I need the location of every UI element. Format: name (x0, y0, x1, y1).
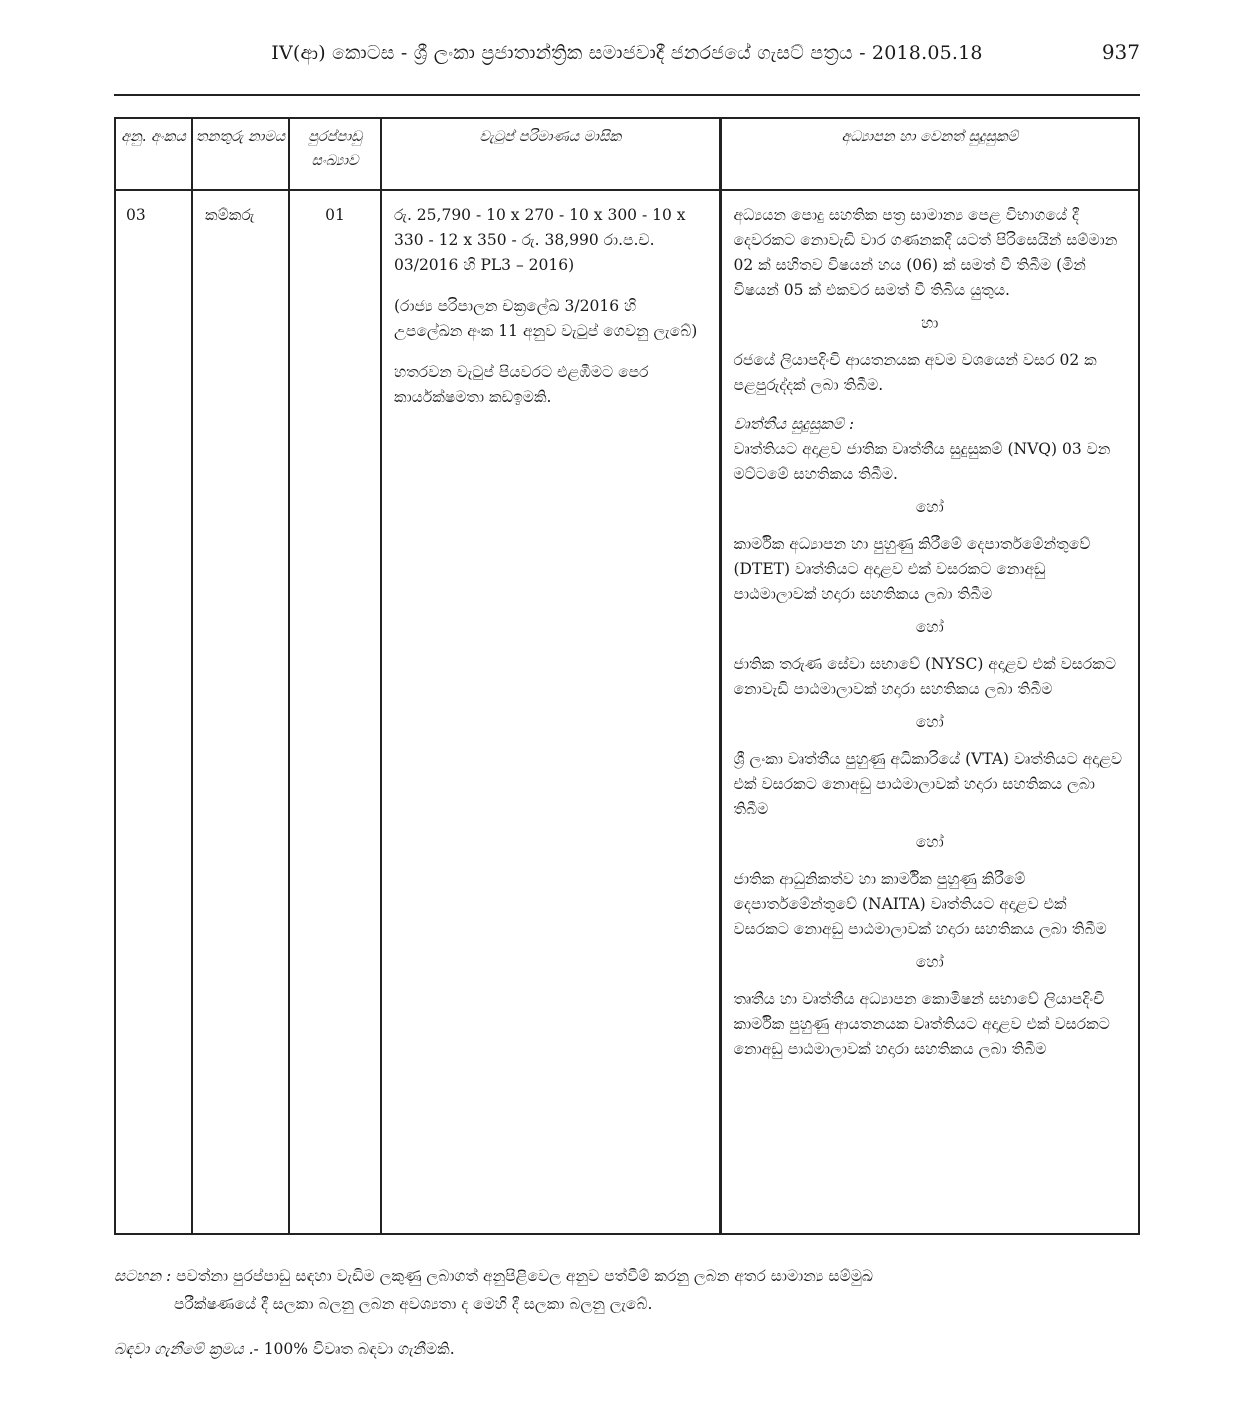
page-header (114, 36, 1140, 92)
column-header-number: අනු. අංකය (115, 118, 192, 190)
recruitment-text: 100% විවෘත බඳවා ගැනීමකි. (263, 1340, 455, 1358)
qualification-experience: රජයේ ලියාපදිංචි ආයතනයක අවම වශයෙන් වසර 02 ක පළපුරුද්දක් ලබා තිබීම. (733, 351, 1097, 394)
table-header-row (115, 118, 1139, 190)
qualification-nvq: වෘත්තියට අදාළව ජාතික වෘත්තීය සුදුසුකම් (NVQ) 03 වන මට්ටමේ සහතිකය තිබීම. (733, 440, 1111, 483)
qualification-tvec: තෘතීය හා වෘත්තීය අධ්‍යාපන කොමිෂන් සභාවේ ලියාපදිංචි කාර්මික පුහුණු ආයතනයක වෘත්තියට අදාළව එක් වසරකට නොඅඩු පාඨමාලාවක් හදාරා සහතිකය ලබා තිබීම (733, 990, 1110, 1058)
qualification-nysc: ජාතික තරුණ සේවා සභාවේ (NYSC) අදාළව එක් වසරකට නොවැඩි පාඨමාලාවක් හදාරා සහතිකය ලබා තිබීම (733, 655, 1117, 698)
cell-post (192, 190, 289, 1234)
column-header-post: තනතුරු නාමය (192, 118, 289, 190)
note-line-1 (114, 1262, 1140, 1290)
recruitment-label: බඳවා ගැනීමේ ක්‍රමය .- (114, 1340, 259, 1358)
vacancy-table (114, 117, 1140, 1235)
note-line-2: පරීක්ෂණයේ දී සලකා බලනු ලබන අවශ්‍යතා ද මෙහි දී සලකා බලනු ලැබේ. (174, 1295, 653, 1313)
column-header-salary: වැටුප් පරිමාණය මාසික (381, 118, 720, 190)
cell-qualifications (720, 190, 1139, 1234)
cell-vacancies (289, 190, 381, 1234)
cell-number (115, 190, 192, 1234)
post-name: කම්කරු (205, 206, 255, 224)
or-separator: හෝ (915, 618, 944, 636)
column-header-qualifications: අධ්‍යාපන හා වෙනත් සුදුසුකම් (720, 118, 1139, 190)
efficiency-bar-note: හතරවන වැටුප් පියවරට එළඹීමට පෙර කාර්යක්ෂමතා කඩඉමකි. (394, 363, 649, 406)
gazette-title: IV(ආ) කොටස - ශ්‍රී ලංකා ප්‍රජාතාන්ත්‍රික සමාජවාදී ජනරජයේ ගැසට් පත්‍රය - 2018.05.18 (271, 42, 983, 64)
salary-scale: රු. 25,790 - 10 x 270 - 10 x 300 - 10 x 330 - 12 x 350 - රු. 38,990 රා.ප.ච. 03/2016 හි PL3 – 2016) (394, 206, 686, 274)
qualification-vta: ශ්‍රී ලංකා වෘත්තීය පුහුණු අධිකාරියේ (VTA) වෘත්තියට අදාළව එක් වසරකට නොඅඩු පාඨමාලාවක් හදාරා සහතිකය ලබා තිබීම (733, 750, 1123, 818)
recruitment-method (114, 1336, 1140, 1362)
table-row (115, 190, 1139, 1234)
or-separator: හෝ (915, 953, 944, 971)
note-label: සටහන : (114, 1267, 172, 1285)
column-header-vacancies: පුරප්පාඩු සංඛ්‍යාව (289, 118, 381, 190)
or-separator: හෝ (915, 833, 944, 851)
note-section (114, 1262, 1140, 1318)
cell-salary (381, 190, 720, 1234)
qualification-dtet: කාර්මික අධ්‍යාපන හා පුහුණු කිරීමේ දෙපාර්තමේන්තුවේ (DTET) වෘත්තියට අදාළව එක් වසරකට නොඅඩු පාඨමාලාවක් හදාරා සහතිකය ලබා තිබීම (733, 535, 1091, 603)
vocational-heading: වෘත්තීය සුදුසුකම් : (733, 415, 855, 433)
salary-circular-note: (රාජ්‍ය පරිපාලන චක්‍රලේඛ 3/2016 හි උපලේඛන අංක 11 අනුව වැටුප් ගෙවනු ලැබේ) (394, 297, 698, 340)
or-separator: හෝ (915, 713, 944, 731)
or-separator: හෝ (915, 498, 944, 516)
row-number: 03 (126, 206, 146, 224)
qualification-naita: ජාතික ආධුනිකත්ව හා කාර්මික පුහුණු කිරීමේ දෙපාර්තමේන්තුවේ (NAITA) වෘත්තියට අදාළව එක් වසරකට නොඅඩු පාඨමාලාවක් හදාරා සහතිකය ලබා තිබීම (733, 870, 1107, 938)
header-divider (114, 94, 1140, 96)
qualification-gce-ol: අධ්‍යයන පොදු සහතික පත්‍ර සාමාන්‍ය පෙළ විභාගයේ දී දෙවරකට නොවැඩි වාර ගණනකදී යටත් පිරිසෙයින් සම්මාන 02 ක් සහිතව විෂයන් හය (06) ක් සමත් වී තිබීම (මින් විෂයන් 05 ක් එකවර සමත් වී තිබිය යුතුය. (733, 206, 1118, 299)
vacancy-count: 01 (325, 206, 345, 224)
page-number: 937 (1101, 40, 1140, 64)
note-text-1: පවත්නා පුරප්පාඩු සඳහා වැඩිම ලකුණු ලබාගත් අනුපිළිවෙල අනුව පත්වීම් කරනු ලබන අතර සාමාන්‍ය සම්මුඛ (176, 1267, 873, 1285)
and-separator: හා (921, 314, 939, 332)
